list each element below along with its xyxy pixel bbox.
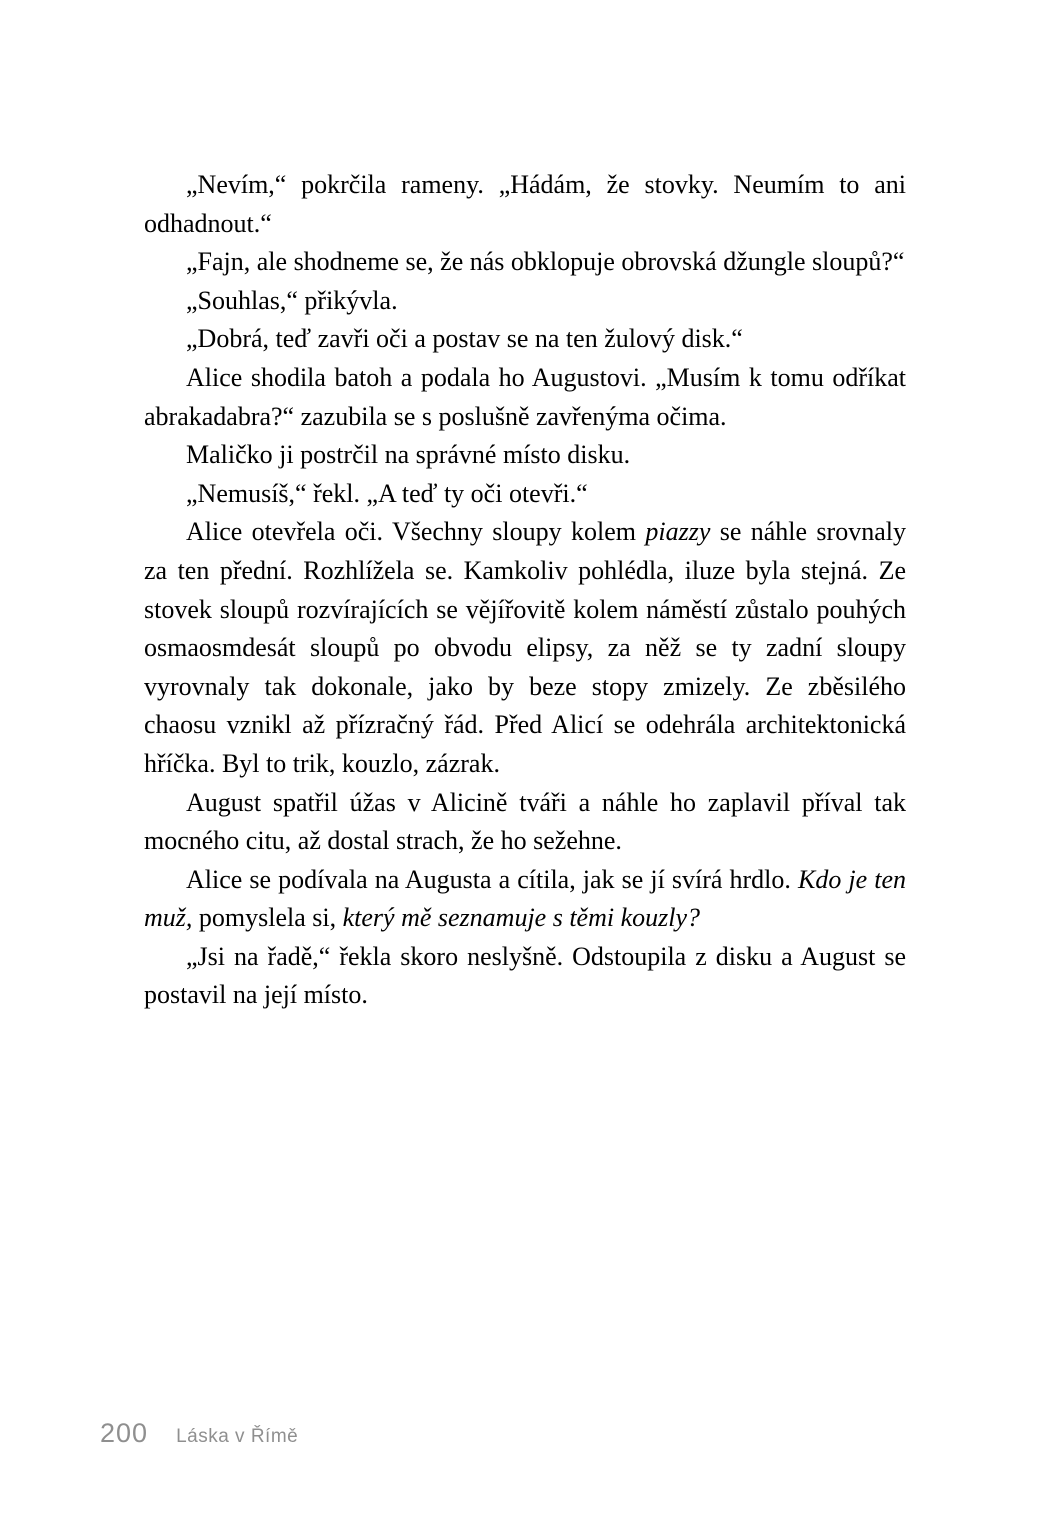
paragraph [144,320,906,359]
paragraph [144,243,906,282]
text-run: Alice se podívala na Augusta a cítila, jak se jí svírá hrdlo. [186,864,798,894]
text-run: Alice shodila batoh a podala ho Augustovi. „Musím k tomu odříkat abrakadabra?“ zazubila se s poslušně zavřenýma očima. [144,362,906,431]
text-block [144,166,906,1015]
text-run: „Dobrá, teď zavři oči a postav se na ten žulový disk.“ [186,324,743,354]
text-run-italic: piazzy [645,517,711,547]
text-run: Alice otevřela oči. Všechny sloupy kolem [186,517,646,547]
text-run: „Jsi na řadě,“ řekla skoro neslyšně. Odstoupila z disku a August se postavil na její místo. [144,941,906,1010]
text-run: August spatřil úžas v Alicině tváři a náhle ho zaplavil příval tak mocného citu, až dostal strach, že ho sežehne. [144,787,906,856]
text-run-italic: Kdo je ten muž, [144,864,907,933]
paragraph [144,475,906,514]
text-run: Maličko ji postrčil na správné místo disku. [186,440,631,470]
paragraph [144,513,906,783]
paragraph [144,436,906,475]
page-number: 200 [100,1418,149,1448]
paragraph [144,282,906,321]
paragraph [144,359,906,436]
paragraph [144,166,906,243]
text-run-italic: který mě seznamuje s těmi kouzly? [342,903,701,933]
text-run: „Nemusíš,“ řekl. „A teď ty oči otevři.“ [186,478,588,508]
text-run: „Souhlas,“ přikývla. [186,285,398,315]
page-footer [100,1418,900,1449]
paragraph [144,861,906,938]
paragraph [144,784,906,861]
paragraph [144,938,906,1015]
book-title: Láska v Římě [176,1426,299,1447]
text-run: pomyslela si, [192,903,343,933]
text-run: se náhle srovnaly za ten přední. Rozhlížela se. Kamkoliv pohlédla, iluze byla stejná. Ze stovek sloupů rozvírajících se vějířovitě kolem náměstí zůstalo pouhých osmaosmdesát sloupů po obvodu elipsy, za něž se ty zadní sloupy vyrovnaly tak dokonale, jako by beze stopy zmizely. Ze zběsilého chaosu vznikl až přízračný řád. Před Alicí se odehrála architektonická hříčka. Byl to trik, kouzlo, zázrak. [144,517,906,778]
text-run: „Fajn, ale shodneme se, že nás obklopuje obrovská džungle sloupů?“ [186,247,905,277]
text-run: „Nevím,“ pokrčila rameny. „Hádám, že stovky. Neumím to ani odhadnout.“ [144,170,906,238]
